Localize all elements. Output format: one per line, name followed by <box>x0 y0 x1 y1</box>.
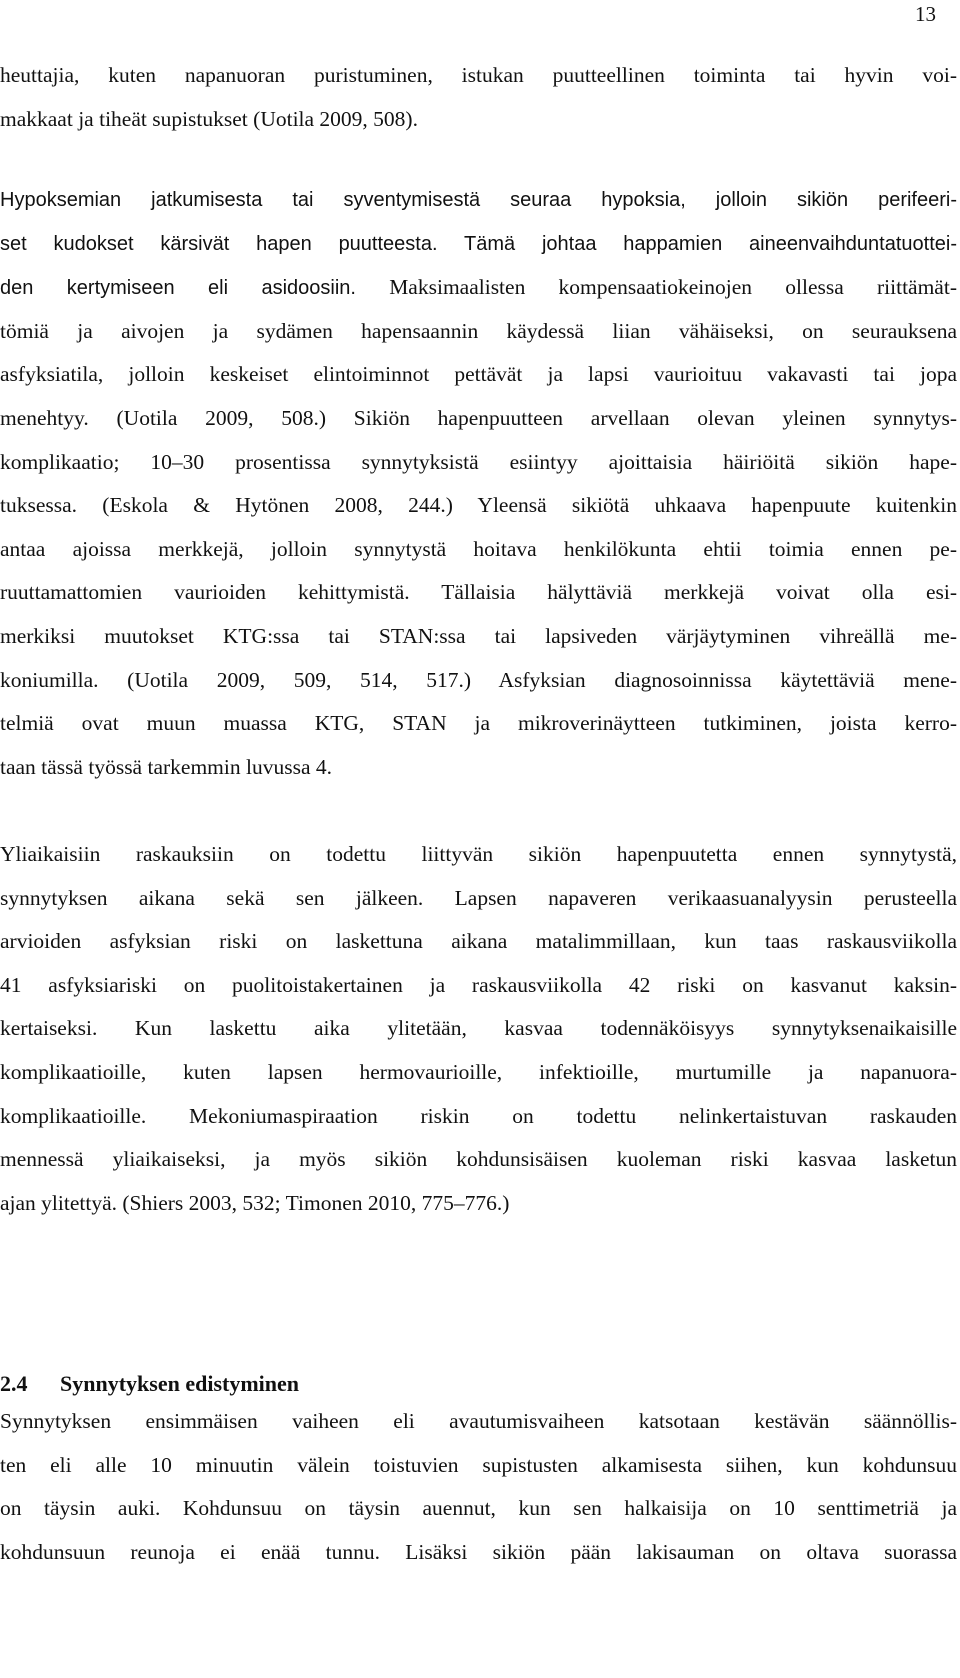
text-line: Yliaikaisiin raskauksiin on todettu liittyvän sikiön hapenpuutetta ennen synnytystä, <box>0 842 957 866</box>
paragraph-3 <box>0 833 960 1225</box>
text-line: synnytyksen aikana sekä sen jälkeen. Lapsen napaveren verikaasuanalyysin perusteella <box>0 885 957 910</box>
text-line: makkaat ja tiheät supistukset (Uotila 2009, 508). <box>0 106 418 131</box>
text-line: tuksessa. (Eskola & Hytönen 2008, 244.) Yleensä sikiötä uhkaava hapenpuute kuitenkin <box>0 493 957 518</box>
text-line: menehtyy. (Uotila 2009, 508.) Sikiön hapenpuutteen arvellaan olevan yleinen synnytys- <box>0 405 957 430</box>
text-line: ten eli alle 10 minuutin välein toistuvien supistusten alkamisesta siihen, kun kohdunsuu <box>0 1452 957 1477</box>
text-line: taan tässä työssä tarkemmin luvussa 4. <box>0 754 332 779</box>
text-line: Synnytyksen ensimmäisen vaiheen eli avautumisvaiheen katsotaan kestävän säännöllis- <box>0 1409 957 1433</box>
text-line: ajan ylitettyä. (Shiers 2003, 532; Timonen 2010, 775–776.) <box>0 1190 510 1215</box>
text-line: arvioiden asfyksian riski on laskettuna aikana matalimmillaan, kun taas raskausviikolla <box>0 929 957 954</box>
text-line: komplikaatioille. Mekoniumaspiraation riskin on todettu nelinkertaistuvan raskauden <box>0 1103 957 1128</box>
text-line: Hypoksemian jatkumisesta tai syventymisestä seuraa hypoksia, jolloin sikiön perifeeri- <box>0 189 957 211</box>
text-line: kertaiseksi. Kun laskettu aika ylitetään, kasvaa todennäköisyys synnytyksenaikaisille <box>0 1016 957 1041</box>
text-line: merkiksi muutokset KTG:ssa tai STAN:ssa tai lapsiveden värjäytyminen vihreällä me- <box>0 623 957 648</box>
text-line: heuttajia, kuten napanuoran puristuminen, istukan puutteellinen toiminta tai hyvin voi- <box>0 63 957 87</box>
text-line: koniumilla. (Uotila 2009, 509, 514, 517.) Asfyksian diagnosoinnissa käytettäviä mene- <box>0 667 957 692</box>
text-line: on täysin auki. Kohdunsuu on täysin auennut, kun sen halkaisija on 10 senttimetriä ja <box>0 1496 957 1521</box>
section-heading <box>0 1370 299 1398</box>
text-line: tömiä ja aivojen ja sydämen hapensaannin käydessä liian vähäiseksi, on seurauksena <box>0 318 957 343</box>
mixed-text-line <box>0 266 957 310</box>
paragraph-4 <box>0 1400 960 1574</box>
text-line: komplikaatioille, kuten lapsen hermovaurioille, infektioille, murtumille ja napanuora- <box>0 1059 957 1084</box>
paragraph-1 <box>0 54 960 141</box>
text-line: antaa ajoissa merkkejä, jolloin synnytystä hoitava henkilökunta ehtii toimia ennen pe- <box>0 536 957 561</box>
text-line: mennessä yliaikaiseksi, ja myös sikiön kohdunsisäisen kuoleman riski kasvaa lasketun <box>0 1147 957 1172</box>
text-line: set kudokset kärsivät hapen puutteesta. Tämä johtaa happamien aineenvaihduntatuottei- <box>0 232 957 255</box>
page-number: 13 <box>915 2 936 26</box>
text-span-serif: Maksimaalisten kompensaatiokeinojen ollessa riittämät- <box>355 275 957 300</box>
section-title: Synnytyksen edistyminen <box>60 1371 300 1396</box>
paragraph-2 <box>0 179 960 789</box>
text-line: telmiä ovat muun muassa KTG, STAN ja mikroverinäytteen tutkiminen, joista kerro- <box>0 711 957 736</box>
text-line: komplikaatio; 10–30 prosentissa synnytyksistä esiintyy ajoittaisia häiriöitä sikiön hape- <box>0 449 957 474</box>
text-span-sans: den kertymiseen eli asidoosiin. <box>0 277 356 300</box>
text-line: kohdunsuun reunoja ei enää tunnu. Lisäksi sikiön pään lakisauman on oltava suorassa <box>0 1539 957 1564</box>
section-number: 2.4 <box>0 1371 28 1396</box>
text-line: 41 asfyksiariski on puolitoistakertainen ja raskausviikolla 42 riski on kasvanut kaksin- <box>0 972 957 997</box>
text-line: ruuttamattomien vaurioiden kehittymistä. Tällaisia hälyttäviä merkkejä voivat olla esi- <box>0 580 957 605</box>
text-line: asfyksiatila, jolloin keskeiset elintoiminnot pettävät ja lapsi vaurioituu vakavasti tai jopa <box>0 362 957 387</box>
